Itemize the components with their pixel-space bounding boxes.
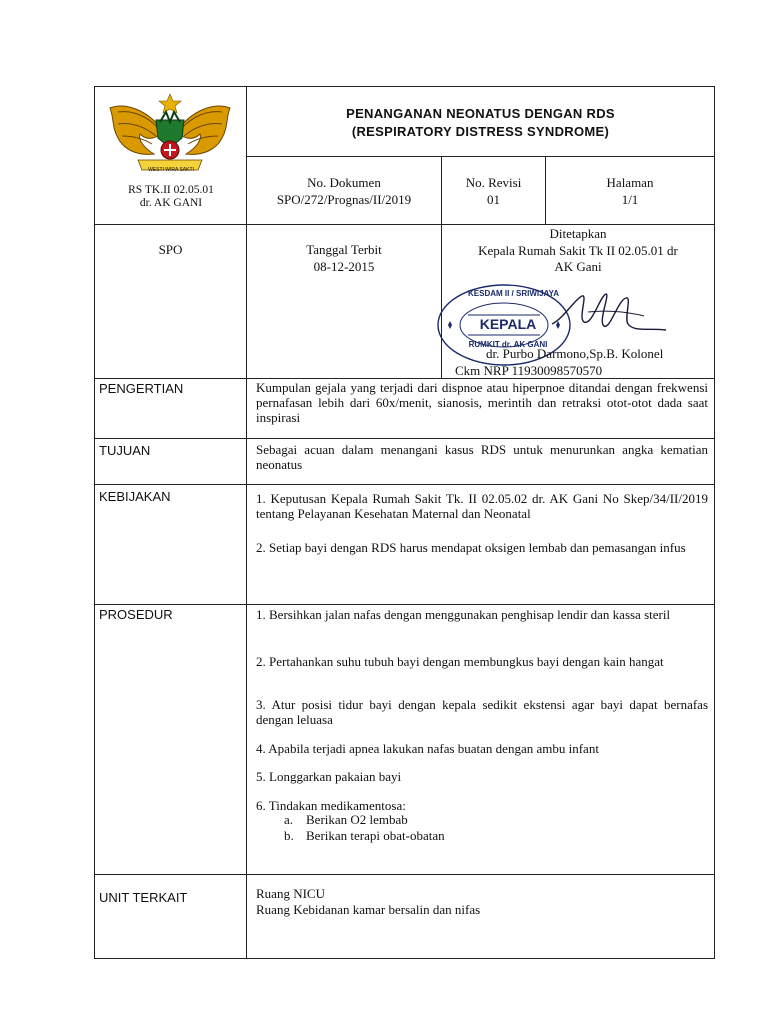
kebijakan-label: KEBIJAKAN	[99, 489, 171, 504]
table-border-bottom	[94, 958, 715, 959]
row-line-pengertian	[94, 438, 715, 439]
document-title-line1: PENANGANAN NEONATUS DENGAN RDS	[346, 106, 615, 121]
hospital-code: RS TK.II 02.05.01	[128, 184, 214, 196]
hospital-name: dr. AK GANI	[139, 197, 203, 209]
issue-date-value: 08-12-2015	[313, 259, 375, 274]
approval-label: Ditetapkan	[549, 226, 607, 241]
prosedur-label: PROSEDUR	[99, 607, 173, 622]
stamp-center-text: KEPALA	[479, 316, 537, 332]
table-border-top	[94, 86, 715, 87]
prosedur-step-5: 5. Longgarkan pakaian bayi	[256, 769, 402, 784]
approval-line1: Kepala Rumah Sakit Tk II 02.05.01 dr	[478, 243, 678, 258]
unit-terkait-label: UNIT TERKAIT	[99, 890, 188, 905]
stamp-top-text: KESDAM II / SRIWIJAYA	[468, 289, 559, 298]
row-line-header	[94, 224, 715, 225]
sub-item-a-marker: a.	[284, 812, 294, 827]
unit-terkait-line-1: Ruang NICU	[256, 886, 325, 901]
prosedur-step-4: 4. Apabila terjadi apnea lakukan nafas buatan dengan ambu infant	[256, 741, 599, 756]
unit-terkait-line-2: Ruang Kebidanan kamar bersalin dan nifas	[256, 902, 481, 917]
table-border-left	[94, 86, 95, 959]
row-line-kebijakan	[94, 604, 715, 605]
row-line-title	[246, 156, 715, 157]
prosedur-step-2: 2. Pertahankan suhu tubuh bayi dengan membungkus bayi dengan kain hangat	[256, 654, 664, 669]
document-title-line2: (RESPIRATORY DISTRESS SYNDROME)	[351, 124, 610, 139]
sub-item-b: Berikan terapi obat-obatan	[306, 828, 445, 843]
signer-nrp: Ckm NRP 11930098570570	[455, 363, 603, 378]
emblem-motto: WESTI WIRA SAKTI	[148, 167, 194, 173]
handwritten-signature	[548, 288, 670, 340]
table-border-right	[714, 86, 715, 959]
stamp-bottom-text: RUMKIT dr. AK GANI	[468, 340, 548, 349]
row-line-tujuan	[94, 484, 715, 485]
doc-number-value: SPO/272/Prognas/II/2019	[276, 192, 412, 207]
doc-number-label: No. Dokumen	[307, 175, 381, 190]
sub-item-a: Berikan O2 lembab	[306, 812, 408, 827]
prosedur-step-3: 3. Atur posisi tidur bayi dengan kepala sedikit ekstensi agar bayi dapat bernafas dengan leluasa	[256, 697, 708, 727]
column-line-1	[246, 86, 247, 959]
column-line-3	[545, 156, 546, 225]
tujuan-label: TUJUAN	[99, 443, 151, 458]
tujuan-text: Sebagai acuan dalam menangani kasus RDS untuk menurunkan angka kematian neonatus	[256, 442, 708, 472]
approval-line2: AK Gani	[554, 259, 602, 274]
pengertian-text: Kumpulan gejala yang terjadi dari dispnoe atau hiperpnoe ditandai dengan frekwensi pernafasan lebih dari 60x/menit, sianosis, merintih dan retraksi otot-otot dada saat inspirasi	[256, 380, 708, 425]
issue-date-label: Tanggal Terbit	[306, 242, 382, 257]
revision-value: 01	[487, 192, 500, 207]
page-label: Halaman	[606, 175, 654, 190]
prosedur-step-1: 1. Bersihkan jalan nafas dengan menggunakan penghisap lendir dan kassa steril	[256, 607, 671, 622]
kebijakan-item-2: 2. Setiap bayi dengan RDS harus mendapat oksigen lembab dan pemasangan infus	[256, 540, 686, 555]
spo-label: SPO	[158, 242, 183, 257]
pengertian-label: PENGERTIAN	[99, 381, 184, 396]
revision-label: No. Revisi	[465, 175, 522, 190]
kebijakan-item-1: 1. Keputusan Kepala Rumah Sakit Tk. II 02.05.02 dr. AK Gani No Skep/34/II/2019 tentang Pelayanan Kesehatan Maternal dan Neonatal	[256, 491, 708, 521]
hospital-emblem-icon	[104, 92, 236, 178]
page-value: 1/1	[621, 192, 639, 207]
signer-name: dr. Purbo Darmono,Sp.B. Kolonel	[486, 346, 664, 361]
prosedur-step-6: 6. Tindakan medikamentosa:	[256, 798, 406, 813]
row-line-prosedur	[94, 874, 715, 875]
row-line-spo	[94, 378, 715, 379]
sub-item-b-marker: b.	[284, 828, 294, 843]
